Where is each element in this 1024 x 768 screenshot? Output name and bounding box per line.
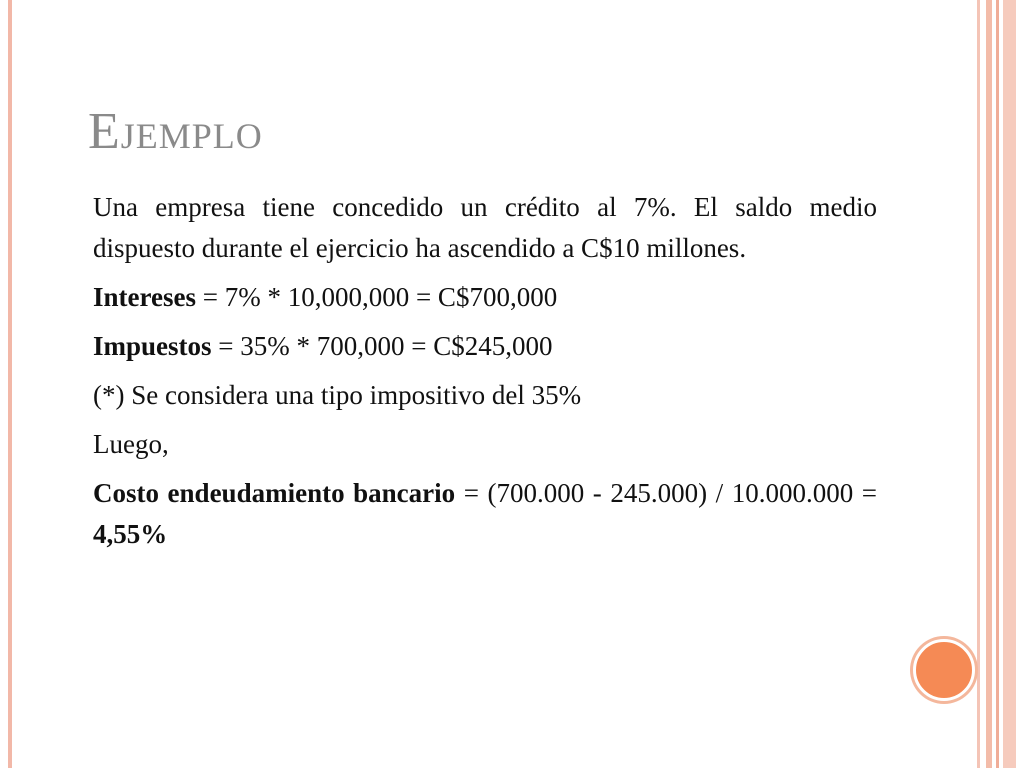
slide-title: Ejemplo [88,103,263,160]
right-border-stripe-2 [986,0,992,768]
decorative-circle [913,639,975,701]
slide-body [93,187,877,563]
costo-label: Costo endeudamiento bancario [93,478,456,508]
luego-line: Luego, [93,429,169,459]
right-border-stripe-3 [996,0,999,768]
intereses-line [93,277,877,318]
impuestos-line [93,326,877,367]
costo-line [93,473,877,555]
right-border-stripe-1 [977,0,980,768]
intereses-value: = 7% * 10,000,000 = C$700,000 [195,282,558,312]
intereses-label: Intereses [93,282,196,312]
costo-value: = (700.000 - 245.000) / 10.000.000 = [455,478,877,508]
impuestos-label: Impuestos [93,331,212,361]
costo-result: 4,55% [93,519,168,549]
left-border-stripe [8,0,12,768]
right-border-stripe-4 [1003,0,1016,768]
intro-paragraph: Una empresa tiene concedido un crédito al 7%. El saldo medio dispuesto durante el ejercicio ha ascendido a C$10 millones. [93,192,877,263]
impuestos-value: = 35% * 700,000 = C$245,000 [211,331,553,361]
tax-note: (*) Se considera una tipo impositivo del 35% [93,380,582,410]
